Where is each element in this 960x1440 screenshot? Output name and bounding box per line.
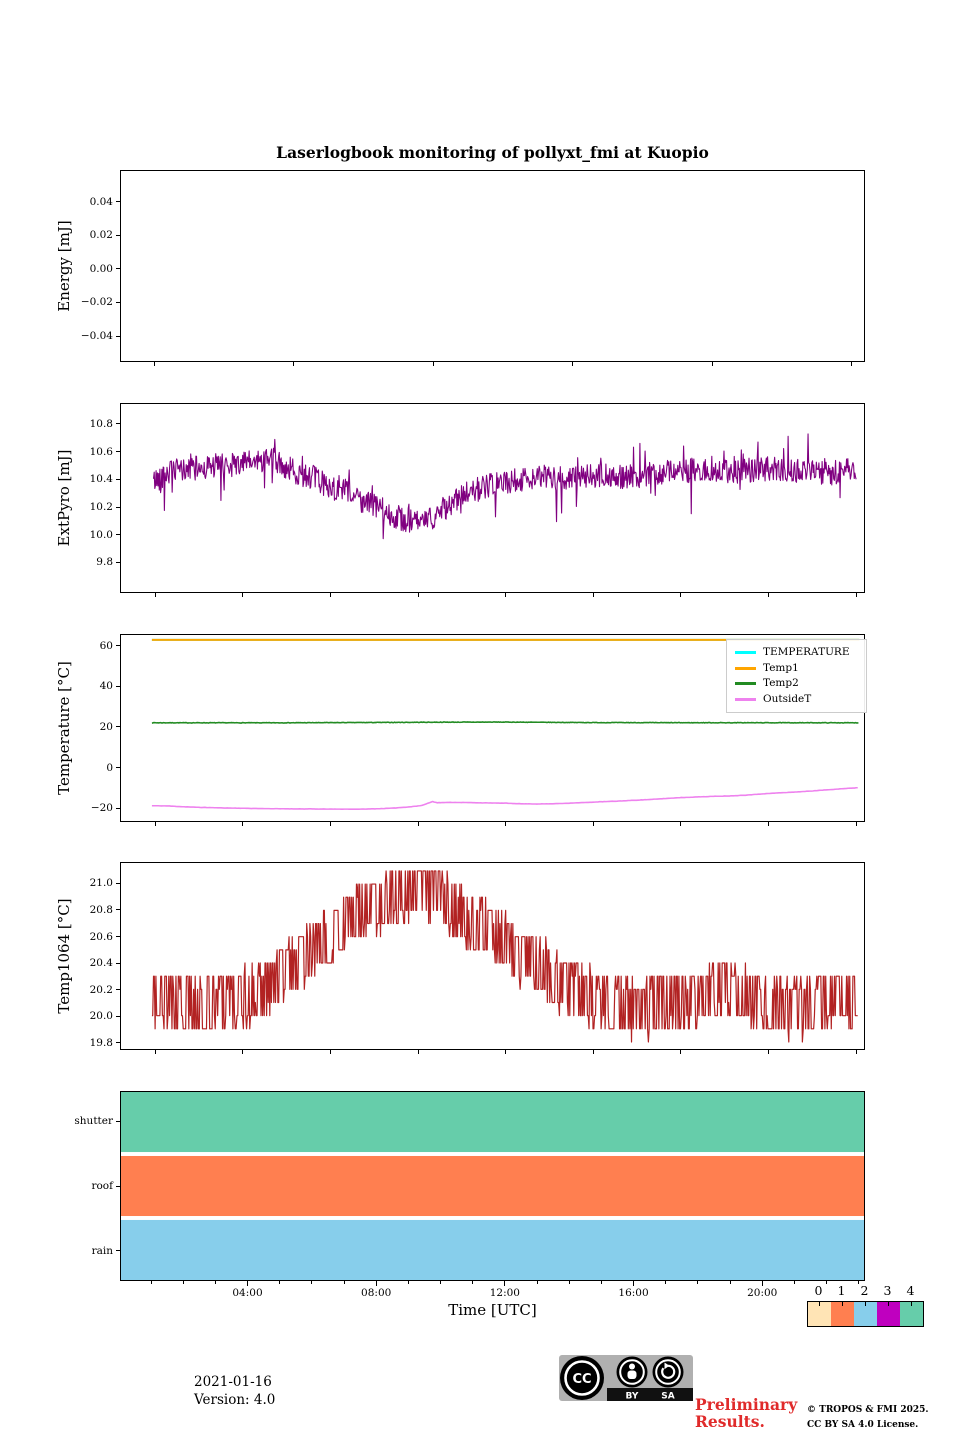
xtick-mark bbox=[851, 362, 852, 366]
colorbar-label: 0 bbox=[814, 1283, 823, 1298]
preliminary-line2: Results. bbox=[695, 1412, 765, 1431]
xtick-mark bbox=[155, 1050, 156, 1054]
ytick-label: 20.4 bbox=[89, 957, 113, 970]
series-Temp2 bbox=[152, 722, 858, 723]
xtick-mark-major bbox=[633, 1281, 634, 1286]
colorbar-tick bbox=[842, 1302, 843, 1306]
xtick-label: 20:00 bbox=[747, 1287, 778, 1299]
plot-area-energy bbox=[121, 171, 864, 361]
ytick-label: 21.0 bbox=[89, 877, 113, 890]
cc-license-badge bbox=[553, 1351, 697, 1405]
xtick-mark bbox=[593, 593, 594, 597]
ytick-mark bbox=[116, 302, 120, 303]
ytick-label: 0.02 bbox=[89, 229, 113, 242]
ytick-mark bbox=[116, 1121, 120, 1122]
ytick-label: 60 bbox=[99, 639, 113, 652]
ytick-label: 20 bbox=[99, 720, 113, 733]
legend bbox=[726, 639, 867, 713]
ytick-label: 19.8 bbox=[89, 1036, 113, 1049]
xtick-mark bbox=[242, 593, 243, 597]
legend-label: Temp2 bbox=[763, 677, 799, 689]
ytick-mark bbox=[116, 726, 120, 727]
ytick-mark bbox=[116, 909, 120, 910]
ylabel-temperature: Temperature [°C] bbox=[55, 661, 73, 795]
xtick-mark bbox=[768, 822, 769, 826]
ytick-mark bbox=[116, 1250, 120, 1251]
xtick-mark-minor bbox=[665, 1281, 666, 1284]
status-band-roof bbox=[121, 1156, 864, 1216]
xtick-mark bbox=[242, 1050, 243, 1054]
xtick-mark bbox=[505, 593, 506, 597]
xtick-mark bbox=[712, 362, 713, 366]
xtick-mark bbox=[572, 362, 573, 366]
legend-swatch bbox=[735, 667, 756, 670]
ytick-label: 20.6 bbox=[89, 930, 113, 943]
axes-status bbox=[120, 1091, 865, 1281]
xtick-mark-major bbox=[247, 1281, 248, 1286]
legend-item-OutsideT bbox=[735, 692, 857, 708]
date-label: 2021-01-16 bbox=[194, 1374, 272, 1390]
legend-swatch bbox=[735, 698, 756, 701]
xtick-mark bbox=[856, 593, 857, 597]
xtick-label: 16:00 bbox=[618, 1287, 649, 1299]
xtick-mark bbox=[680, 593, 681, 597]
xtick-mark-minor bbox=[311, 1281, 312, 1284]
ytick-mark bbox=[116, 883, 120, 884]
xtick-mark bbox=[155, 593, 156, 597]
copyright-note bbox=[807, 1403, 929, 1433]
by-person-head bbox=[629, 1364, 635, 1370]
colorbar-tick bbox=[911, 1302, 912, 1306]
rowlabel-roof: roof bbox=[91, 1180, 113, 1192]
xtick-mark bbox=[330, 822, 331, 826]
copyright-line1: © TROPOS & FMI 2025. bbox=[807, 1405, 929, 1415]
ytick-label: 10.4 bbox=[89, 473, 113, 486]
ytick-mark bbox=[116, 562, 120, 563]
series-OutsideT bbox=[152, 788, 858, 809]
ytick-mark bbox=[116, 451, 120, 452]
xtick-mark bbox=[418, 593, 419, 597]
xtick-mark-minor bbox=[601, 1281, 602, 1284]
ytick-label: 20.2 bbox=[89, 983, 113, 996]
xtick-mark-minor bbox=[730, 1281, 731, 1284]
ytick-mark bbox=[116, 1042, 120, 1043]
colorbar-tick bbox=[865, 1302, 866, 1306]
xtick-mark bbox=[330, 1050, 331, 1054]
xtick-mark-major bbox=[762, 1281, 763, 1286]
ytick-mark bbox=[116, 963, 120, 964]
colorbar-label: 1 bbox=[837, 1283, 846, 1298]
cc-icon-label: CC bbox=[572, 1372, 592, 1387]
ytick-label: 0 bbox=[106, 761, 113, 774]
xtick-mark bbox=[768, 593, 769, 597]
xtick-mark-minor bbox=[537, 1281, 538, 1284]
xtick-mark-minor bbox=[215, 1281, 216, 1284]
ytick-mark bbox=[116, 686, 120, 687]
status-band-rain bbox=[121, 1220, 864, 1280]
plot-area-status bbox=[121, 1092, 864, 1280]
ytick-mark bbox=[116, 534, 120, 535]
series-Temp1064 bbox=[152, 871, 858, 1042]
ytick-mark bbox=[116, 423, 120, 424]
colorbar-tick bbox=[819, 1302, 820, 1306]
preliminary-results-note bbox=[695, 1396, 797, 1430]
xtick-mark bbox=[330, 593, 331, 597]
ytick-mark bbox=[116, 268, 120, 269]
ytick-mark bbox=[116, 201, 120, 202]
legend-label: OutsideT bbox=[763, 692, 812, 705]
xtick-mark bbox=[856, 1050, 857, 1054]
ytick-mark bbox=[116, 336, 120, 337]
ytick-mark bbox=[116, 936, 120, 937]
sa-icon-label: SA bbox=[661, 1391, 675, 1402]
ytick-mark bbox=[116, 989, 120, 990]
xtick-mark-minor bbox=[151, 1281, 152, 1284]
series-ExtPyro bbox=[154, 434, 857, 539]
copyright-line2: CC BY SA 4.0 License. bbox=[807, 1420, 919, 1430]
ytick-mark bbox=[116, 479, 120, 480]
xtick-mark bbox=[768, 1050, 769, 1054]
xtick-mark-minor bbox=[569, 1281, 570, 1284]
ylabel-temp1064: Temp1064 [°C] bbox=[55, 898, 73, 1014]
xtick-mark bbox=[680, 1050, 681, 1054]
xtick-mark bbox=[155, 822, 156, 826]
ytick-label: 20.0 bbox=[89, 1010, 113, 1023]
xtick-mark-minor bbox=[794, 1281, 795, 1284]
ylabel-energy: Energy [mJ] bbox=[55, 220, 73, 312]
ytick-label: 10.8 bbox=[89, 417, 113, 430]
preliminary-line1: Preliminary bbox=[695, 1395, 798, 1414]
ytick-mark bbox=[116, 645, 120, 646]
xtick-mark bbox=[418, 1050, 419, 1054]
version-label: Version: 4.0 bbox=[194, 1392, 276, 1408]
ytick-label: 10.6 bbox=[89, 445, 113, 458]
colorbar-label: 2 bbox=[860, 1283, 869, 1298]
axes-extpyro bbox=[120, 403, 865, 593]
xaxis-title: Time [UTC] bbox=[448, 1301, 537, 1319]
axes-energy bbox=[120, 170, 865, 362]
ytick-label: −0.04 bbox=[80, 330, 113, 342]
ytick-label: 0.04 bbox=[89, 195, 113, 208]
ytick-label: 40 bbox=[99, 680, 113, 693]
legend-item-TEMPERATURE bbox=[735, 645, 857, 661]
axes-temp1064 bbox=[120, 862, 865, 1050]
xtick-label: 12:00 bbox=[489, 1287, 520, 1299]
xtick-label: 08:00 bbox=[361, 1287, 392, 1299]
xtick-mark-minor bbox=[697, 1281, 698, 1284]
plot-area-extpyro bbox=[121, 404, 864, 592]
ytick-mark bbox=[116, 808, 120, 809]
xtick-mark bbox=[242, 822, 243, 826]
xtick-mark bbox=[293, 362, 294, 366]
ytick-mark bbox=[116, 767, 120, 768]
rowlabel-rain: rain bbox=[91, 1244, 113, 1257]
xtick-mark bbox=[680, 822, 681, 826]
xtick-mark bbox=[505, 822, 506, 826]
ytick-label: 10.0 bbox=[89, 528, 113, 541]
ytick-label: 9.8 bbox=[96, 556, 113, 569]
ytick-label: −20 bbox=[90, 802, 113, 815]
figure-title: Laserlogbook monitoring of pollyxt_fmi at Kuopio bbox=[276, 143, 709, 162]
xtick-mark-minor bbox=[440, 1281, 441, 1284]
ytick-label: 0.00 bbox=[89, 262, 113, 275]
legend-label: Temp1 bbox=[763, 661, 799, 674]
legend-item-Temp2 bbox=[735, 676, 857, 692]
xtick-mark bbox=[418, 822, 419, 826]
plot-area-temp1064 bbox=[121, 863, 864, 1049]
ytick-label: −0.02 bbox=[80, 296, 113, 309]
legend-swatch bbox=[735, 651, 756, 654]
xtick-mark bbox=[593, 1050, 594, 1054]
ytick-mark bbox=[116, 1016, 120, 1017]
ytick-label: 10.2 bbox=[89, 501, 113, 513]
xtick-mark-minor bbox=[183, 1281, 184, 1284]
colorbar-label: 3 bbox=[883, 1283, 892, 1298]
by-icon-label: BY bbox=[625, 1391, 639, 1402]
colorbar-tick bbox=[888, 1302, 889, 1306]
xtick-mark-minor bbox=[344, 1281, 345, 1284]
ytick-mark bbox=[116, 1186, 120, 1187]
xtick-mark bbox=[593, 822, 594, 826]
cc-badge-strip bbox=[607, 1388, 693, 1401]
xtick-label: 04:00 bbox=[232, 1287, 263, 1299]
ytick-label: 20.8 bbox=[89, 903, 113, 916]
xtick-mark-major bbox=[504, 1281, 505, 1286]
ylabel-extpyro: ExtPyro [mJ] bbox=[55, 449, 73, 547]
colorbar-label: 4 bbox=[906, 1283, 915, 1298]
xtick-mark bbox=[433, 362, 434, 366]
by-person-body bbox=[628, 1371, 637, 1380]
legend-swatch bbox=[735, 682, 756, 685]
xtick-mark-minor bbox=[472, 1281, 473, 1284]
legend-label: TEMPERATURE bbox=[763, 646, 850, 658]
rowlabel-shutter: shutter bbox=[74, 1115, 113, 1128]
xtick-mark-minor bbox=[279, 1281, 280, 1284]
xtick-mark-major bbox=[376, 1281, 377, 1286]
xtick-mark bbox=[505, 1050, 506, 1054]
legend-item-Temp1 bbox=[735, 661, 857, 677]
xtick-mark bbox=[154, 362, 155, 366]
ytick-mark bbox=[116, 235, 120, 236]
status-band-shutter bbox=[121, 1092, 864, 1152]
xtick-mark-minor bbox=[408, 1281, 409, 1284]
ytick-mark bbox=[116, 507, 120, 508]
xtick-mark bbox=[856, 822, 857, 826]
axes-temperature bbox=[120, 634, 865, 822]
